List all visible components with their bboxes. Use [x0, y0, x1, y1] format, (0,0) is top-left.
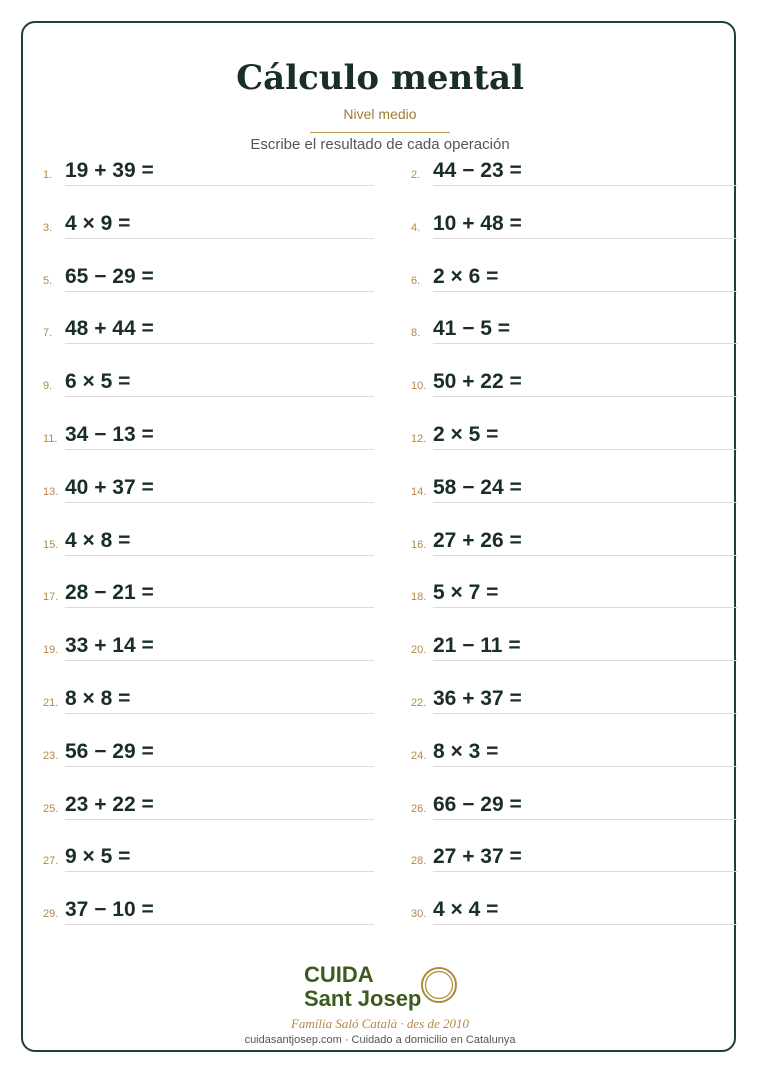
answer-line[interactable]	[65, 449, 374, 450]
answer-line[interactable]	[433, 766, 738, 767]
answer-line[interactable]	[65, 185, 374, 186]
exercise-item	[411, 620, 738, 660]
exercise-item	[43, 462, 374, 502]
exercise-item	[43, 673, 374, 713]
logo-line-1: CUIDA	[304, 962, 374, 987]
exercise-number: 26.	[411, 802, 427, 815]
exercise-number: 30.	[411, 908, 427, 921]
exercise-operation: 65 − 29 =	[65, 264, 154, 288]
answer-line[interactable]	[65, 343, 374, 344]
exercise-operation: 48 + 44 =	[65, 317, 154, 341]
exercise-operation: 36 + 37 =	[433, 687, 522, 710]
exercise-item	[411, 726, 738, 766]
page-title: Cálculo mental	[236, 58, 524, 98]
level-subtitle: Nivel medio	[343, 106, 417, 122]
exercise-item	[43, 831, 374, 871]
exercise-operation: 4 × 4 =	[433, 898, 499, 922]
exercise-operation: 4 × 9 =	[65, 211, 131, 235]
exercise-item	[43, 198, 374, 238]
exercise-operation: 58 − 24 =	[433, 475, 522, 499]
exercise-number: 13.	[43, 485, 59, 498]
answer-line[interactable]	[433, 924, 738, 925]
exercise-number: 3.	[43, 221, 53, 234]
exercise-operation: 9 × 5 =	[65, 845, 131, 869]
exercise-item	[411, 409, 738, 449]
exercise-item	[43, 356, 374, 396]
exercise-operation: 8 × 3 =	[433, 739, 499, 763]
exercise-item	[411, 779, 738, 819]
exercise-operation: 33 + 14 =	[65, 634, 154, 658]
exercise-number: 27.	[43, 855, 59, 868]
answer-line[interactable]	[65, 871, 374, 872]
exercise-item	[43, 884, 374, 924]
ring-logo-icon	[419, 965, 459, 1005]
exercise-number: 23.	[43, 749, 59, 762]
exercise-item	[411, 198, 738, 238]
exercise-item	[43, 620, 374, 660]
exercise-number: 5.	[43, 274, 53, 287]
answer-line[interactable]	[433, 343, 738, 344]
exercise-number: 20.	[411, 644, 427, 657]
logo-line-2: Sant Josep	[304, 986, 422, 1011]
exercise-item	[411, 251, 738, 291]
answer-line[interactable]	[65, 660, 374, 661]
exercise-number: 1.	[43, 169, 53, 181]
exercise-number: 21.	[43, 697, 59, 709]
exercise-operation: 19 + 39 =	[65, 159, 154, 182]
exercise-item	[43, 251, 374, 291]
exercise-item	[43, 409, 374, 449]
answer-line[interactable]	[65, 502, 374, 503]
answer-line[interactable]	[433, 449, 738, 450]
exercise-number: 29.	[43, 908, 59, 921]
answer-line[interactable]	[65, 396, 374, 397]
exercise-number: 28.	[411, 855, 427, 868]
exercise-item	[43, 726, 374, 766]
exercise-number: 9.	[43, 380, 53, 393]
answer-line[interactable]	[65, 238, 374, 239]
exercise-item	[411, 145, 738, 185]
answer-line[interactable]	[433, 238, 738, 239]
exercise-number: 22.	[411, 697, 427, 709]
exercise-item	[43, 567, 374, 607]
exercise-number: 15.	[43, 538, 59, 551]
footer-text: cuidasantjosep.com · Cuidado a domicilio en Catalunya	[244, 1034, 516, 1046]
exercise-item	[43, 779, 374, 819]
exercise-number: 4.	[411, 221, 421, 234]
answer-line[interactable]	[433, 291, 738, 292]
exercise-operation: 5 × 7 =	[433, 581, 499, 605]
exercise-item	[411, 515, 738, 555]
answer-line[interactable]	[433, 713, 738, 714]
exercise-number: 18.	[411, 591, 427, 604]
exercise-number: 19.	[43, 644, 59, 657]
exercise-operation: 28 − 21 =	[65, 581, 154, 605]
exercise-operation: 2 × 6 =	[433, 264, 499, 288]
exercise-operation: 8 × 8 =	[65, 687, 131, 710]
answer-line[interactable]	[65, 924, 374, 925]
exercise-operation: 41 − 5 =	[433, 317, 511, 341]
exercise-item	[43, 515, 374, 555]
exercise-number: 10.	[411, 380, 427, 393]
exercise-item	[411, 673, 738, 713]
exercise-operation: 2 × 5 =	[433, 423, 499, 446]
exercise-item	[411, 356, 738, 396]
exercise-operation: 10 + 48 =	[433, 211, 522, 235]
answer-line[interactable]	[433, 660, 738, 661]
exercise-number: 25.	[43, 802, 59, 815]
exercise-operation: 50 + 22 =	[433, 370, 522, 394]
exercise-operation: 23 + 22 =	[65, 792, 154, 816]
answer-line[interactable]	[433, 555, 738, 556]
exercise-number: 17.	[43, 591, 59, 604]
answer-line[interactable]	[65, 713, 374, 714]
exercise-operation: 21 − 11 =	[433, 634, 521, 658]
instruction-text: Escribe el resultado de cada operación	[250, 136, 510, 153]
exercise-item	[411, 303, 738, 343]
exercise-number: 24.	[411, 749, 427, 762]
answer-line[interactable]	[433, 396, 738, 397]
answer-line[interactable]	[65, 555, 374, 556]
exercise-item	[411, 567, 738, 607]
exercise-item	[411, 462, 738, 502]
answer-line[interactable]	[433, 607, 738, 608]
answer-line[interactable]	[433, 871, 738, 872]
answer-line[interactable]	[433, 185, 738, 186]
exercise-operation: 27 + 37 =	[433, 845, 522, 869]
exercise-operation: 6 × 5 =	[65, 370, 131, 394]
exercise-number: 6.	[411, 274, 421, 287]
exercise-operation: 56 − 29 =	[65, 739, 154, 763]
exercise-item	[43, 303, 374, 343]
answer-line[interactable]	[65, 607, 374, 608]
exercise-number: 2.	[411, 169, 421, 181]
exercise-operation: 66 − 29 =	[433, 792, 522, 816]
exercise-item	[411, 831, 738, 871]
exercise-operation: 37 − 10 =	[65, 898, 154, 922]
exercise-operation: 44 − 23 =	[433, 159, 522, 182]
brand-tagline: Família Saló Català · des de 2010	[290, 1016, 470, 1031]
brand-logo	[304, 963, 421, 1011]
exercise-operation: 34 − 13 =	[65, 423, 154, 446]
exercise-item	[43, 145, 374, 185]
answer-line[interactable]	[65, 819, 374, 820]
exercise-number: 16.	[411, 538, 427, 551]
exercise-number: 8.	[411, 327, 421, 340]
exercise-operation: 4 × 8 =	[65, 528, 131, 552]
exercise-number: 7.	[43, 327, 53, 340]
answer-line[interactable]	[65, 766, 374, 767]
exercise-number: 11.	[43, 433, 58, 445]
exercise-operation: 40 + 37 =	[65, 475, 154, 499]
exercise-operation: 27 + 26 =	[433, 528, 522, 552]
exercise-number: 14.	[411, 485, 427, 498]
answer-line[interactable]	[433, 502, 738, 503]
subtitle-divider	[310, 132, 450, 133]
exercise-item	[411, 884, 738, 924]
answer-line[interactable]	[433, 819, 738, 820]
answer-line[interactable]	[65, 291, 374, 292]
exercise-number: 12.	[411, 433, 427, 445]
